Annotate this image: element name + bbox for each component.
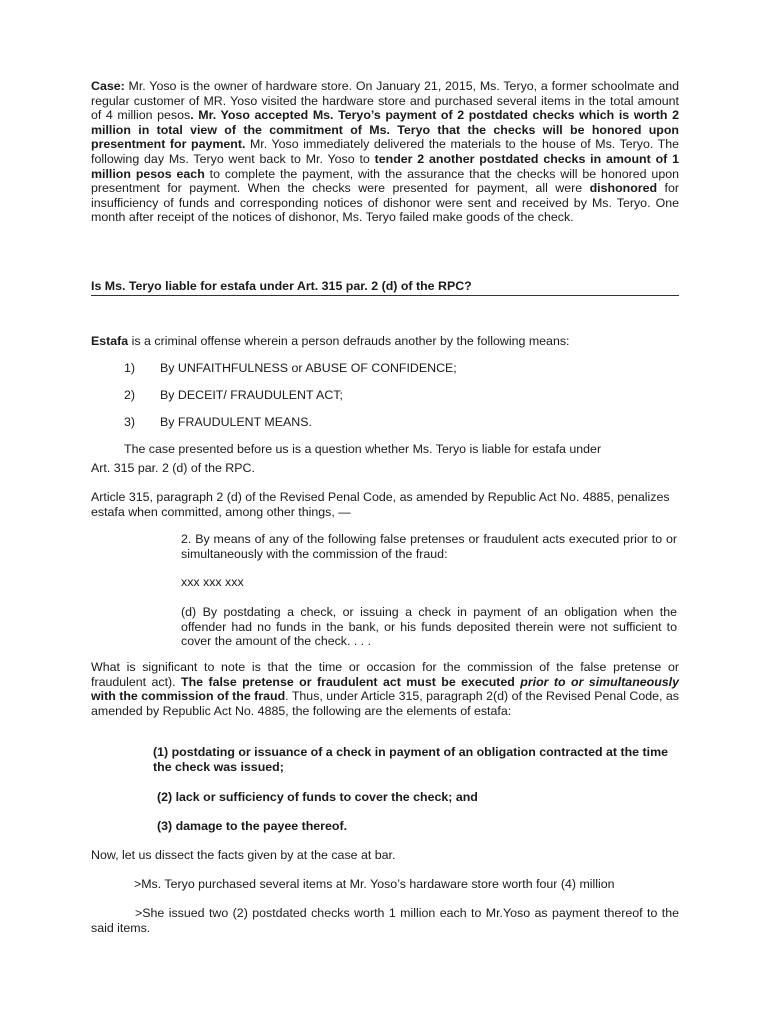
means-number: 3) — [124, 415, 136, 429]
significant-paragraph — [91, 660, 679, 718]
significant-bold-1: The false pretense or fraudulent act must be executed — [181, 674, 521, 689]
question-heading: Is Ms. Teryo liable for estafa under Art. 315 par. 2 (d) of the RPC? — [91, 279, 472, 293]
element-3: (3) damage to the payee thereof. — [157, 819, 348, 833]
quote-paragraph-3: (d) By postdating a check, or issuing a check in payment of an obligation when the offender had no funds in the bank, or his funds deposited therein were not sufficient to cover the amount of the check. . . . — [181, 605, 677, 649]
estafa-definition — [91, 334, 679, 349]
means-number: 1) — [124, 361, 136, 375]
estafa-term: Estafa — [91, 334, 129, 348]
case-bold-2: tender 2 another postdated checks in amount of 1 million pesos each — [91, 151, 679, 181]
dissect-paragraph: Now, let us dissect the facts given by at the case at bar. — [91, 848, 396, 862]
significant-text-2: . Thus, under Article 315, paragraph 2(d) of the Revised Penal Code, as amended by Republic Act No. 4885, the following are the elements of estafa: — [91, 689, 679, 718]
fact-2: >She issued two (2) postdated checks worth 1 million each to Mr.Yoso as payment thereof to the said items. — [91, 906, 679, 935]
estafa-rest: is a criminal offense wherein a person defrauds another by the following means: — [128, 334, 570, 348]
case-label: Case: — [91, 79, 125, 93]
article-paragraph: Article 315, paragraph 2 (d) of the Revised Penal Code, as amended by Republic Act No. 4885, penalizes estafa when committed, among other things, — — [91, 490, 670, 519]
question-underline — [91, 295, 679, 296]
fact-1: >Ms. Teryo purchased several items at Mr. Yoso’s hardaware store worth four (4) million — [134, 877, 615, 891]
means-text: By UNFAITHFULNESS or ABUSE OF CONFIDENCE; — [160, 361, 457, 375]
means-number: 2) — [124, 388, 136, 402]
quote-paragraph-1: 2. By means of any of the following false pretenses or fraudulent acts executed prior to or simultaneously with the commission of the fraud: — [181, 532, 677, 561]
element-1: (1) postdating or issuance of a check in payment of an obligation contracted at the time the check was issued; — [153, 745, 668, 774]
means-text: By FRAUDULENT MEANS. — [160, 415, 312, 429]
case-bold-3: dishonored — [589, 181, 658, 196]
case-paragraph — [91, 79, 679, 225]
case-presented-line-2: Art. 315 par. 2 (d) of the RPC. — [91, 461, 255, 475]
case-text-2: Mr. Yoso immediately delivered the materials to the house of Ms. Teryo. The following day Ms. Teryo went back to Mr. Yoso to — [91, 137, 680, 166]
case-bold-1: . Mr. Yoso accepted Ms. Teryo’s payment of 2 postdated checks which is worth 2 million in total view of the commitment of Ms. Teryo that the checks will be honored upon presentment for payment. — [91, 108, 679, 152]
case-text-1: Mr. Yoso is the owner of hardware store. On January 21, 2015, Ms. Teryo, a former schoolmate and regular customer of MR. Yoso visited the hardware store and purchased several items in the total amount of 4 million pesos — [91, 79, 679, 123]
quote-paragraph-2: xxx xxx xxx — [181, 575, 244, 589]
case-presented-line-1: The case presented before us is a question whether Ms. Teryo is liable for estafa under — [124, 442, 602, 456]
significant-text-1: What is significant to note is that the time or occasion for the commission of the false pretense or fraudulent act). — [91, 660, 679, 689]
element-2: (2) lack or sufficiency of funds to cover the check; and — [157, 790, 478, 804]
case-text-3: to complete the payment, with the assurance that the checks will be honored upon presentment for payment. When the checks were presented for payment, all were — [91, 166, 679, 196]
case-text-4: for insufficiency of funds and corresponding notices of dishonor were sent and received by Ms. Teryo. One month after receipt of the notices of dishonor, Ms. Teryo failed make goods of the check. — [91, 181, 679, 225]
significant-bold-italic: prior to or simultaneously — [520, 674, 680, 689]
significant-bold-2: with the commission of the fraud — [91, 689, 286, 704]
means-text: By DECEIT/ FRAUDULENT ACT; — [160, 388, 343, 402]
